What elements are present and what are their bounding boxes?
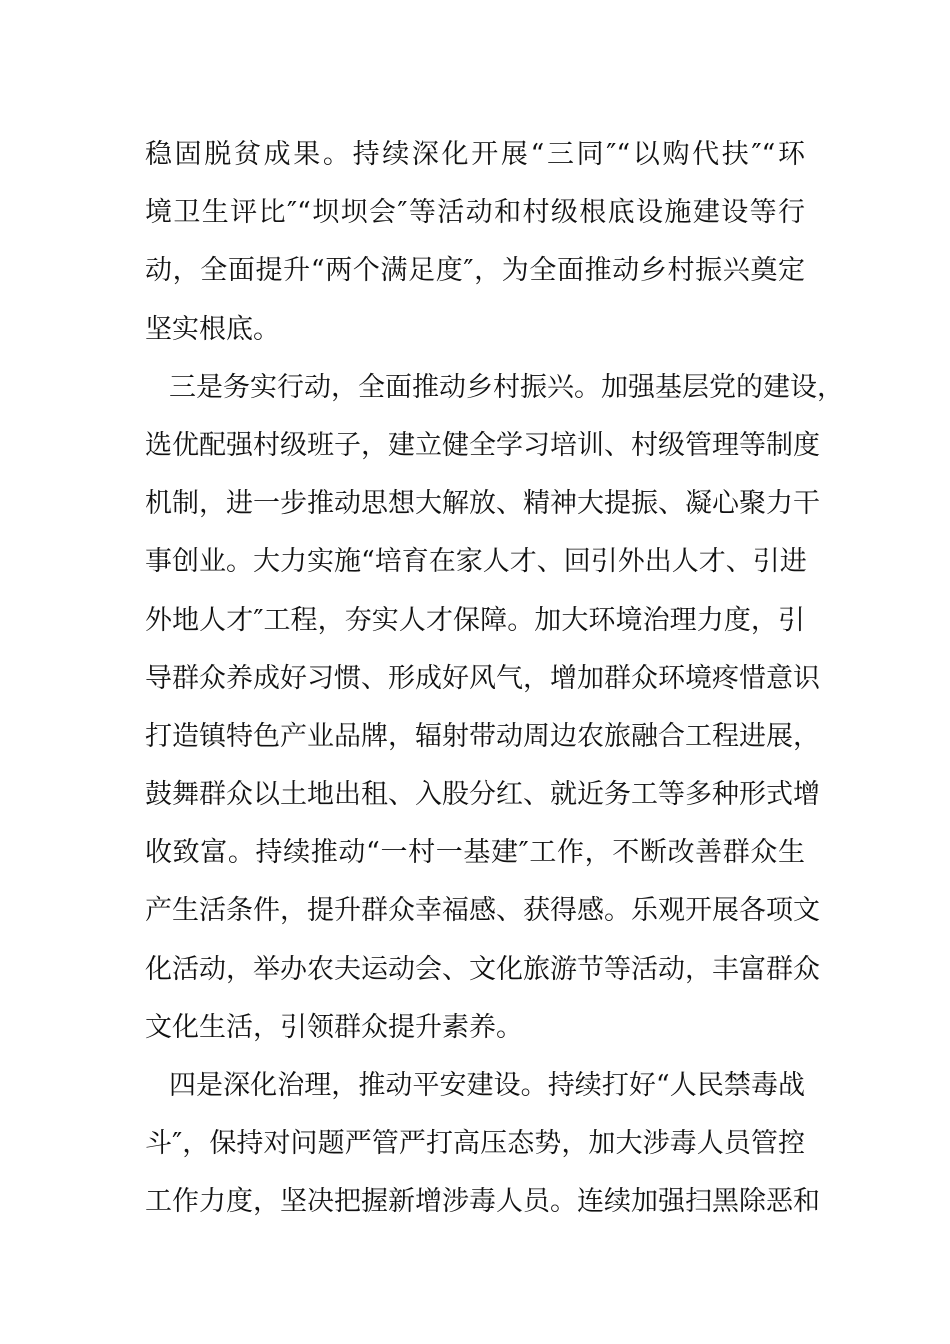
text-line: 动，全面提升“两个满足度″，为全面推动乡村振兴奠定 (145, 255, 805, 287)
text-line: 导群众养成好习惯、形成好风气，增加群众环境疼惜意识 (145, 662, 820, 694)
body-text (145, 126, 844, 1232)
text-line: 化活动，举办农夫运动会、文化旅游节等活动，丰富群众 (145, 953, 820, 985)
text-line: 外地人才″工程，夯实人才保障。加大环境治理力度，引 (145, 604, 805, 636)
text-line: 坚实根底。 (145, 313, 280, 345)
text-line: 稳固脱贫成果。持续深化开展“三同″“以购代扶″“环 (145, 139, 805, 170)
text-line: 打造镇特色产业品牌，辐射带动周边农旅融合工程进展， (145, 720, 820, 752)
text-line: 产生活条件，提升群众幸福感、获得感。乐观开展各项文 (145, 895, 820, 927)
text-line: 境卫生评比″“坝坝会″等活动和村级根底设施建设等行 (145, 197, 805, 229)
text-line: 工作力度，坚决把握新增涉毒人员。连续加强扫黑除恶和 (145, 1186, 820, 1218)
paragraph-start-line: 三是务实行动，全面推动乡村振兴。加强基层党的建设， (169, 371, 844, 403)
text-line: 收致富。持续推动“一村一基建″工作，不断改善群众生 (145, 837, 805, 869)
text-line: 鼓舞群众以土地出租、入股分红、就近务工等多种形式增 (145, 779, 820, 811)
paragraph-start-line: 四是深化治理，推动平安建设。持续打好“人民禁毒战 (169, 1070, 805, 1101)
text-line: 机制，进一步推动思想大解放、精神大提振、凝心聚力干 (145, 488, 820, 520)
text-line: 文化生活，引领群众提升素养。 (145, 1011, 523, 1043)
text-line: 事创业。大力实施“培育在家人才、回引外出人才、引进 (145, 546, 807, 578)
text-line: 斗″，保持对问题严管严打高压态势，加大涉毒人员管控 (145, 1128, 805, 1160)
text-line: 选优配强村级班子，建立健全学习培训、村级管理等制度 (145, 429, 820, 461)
